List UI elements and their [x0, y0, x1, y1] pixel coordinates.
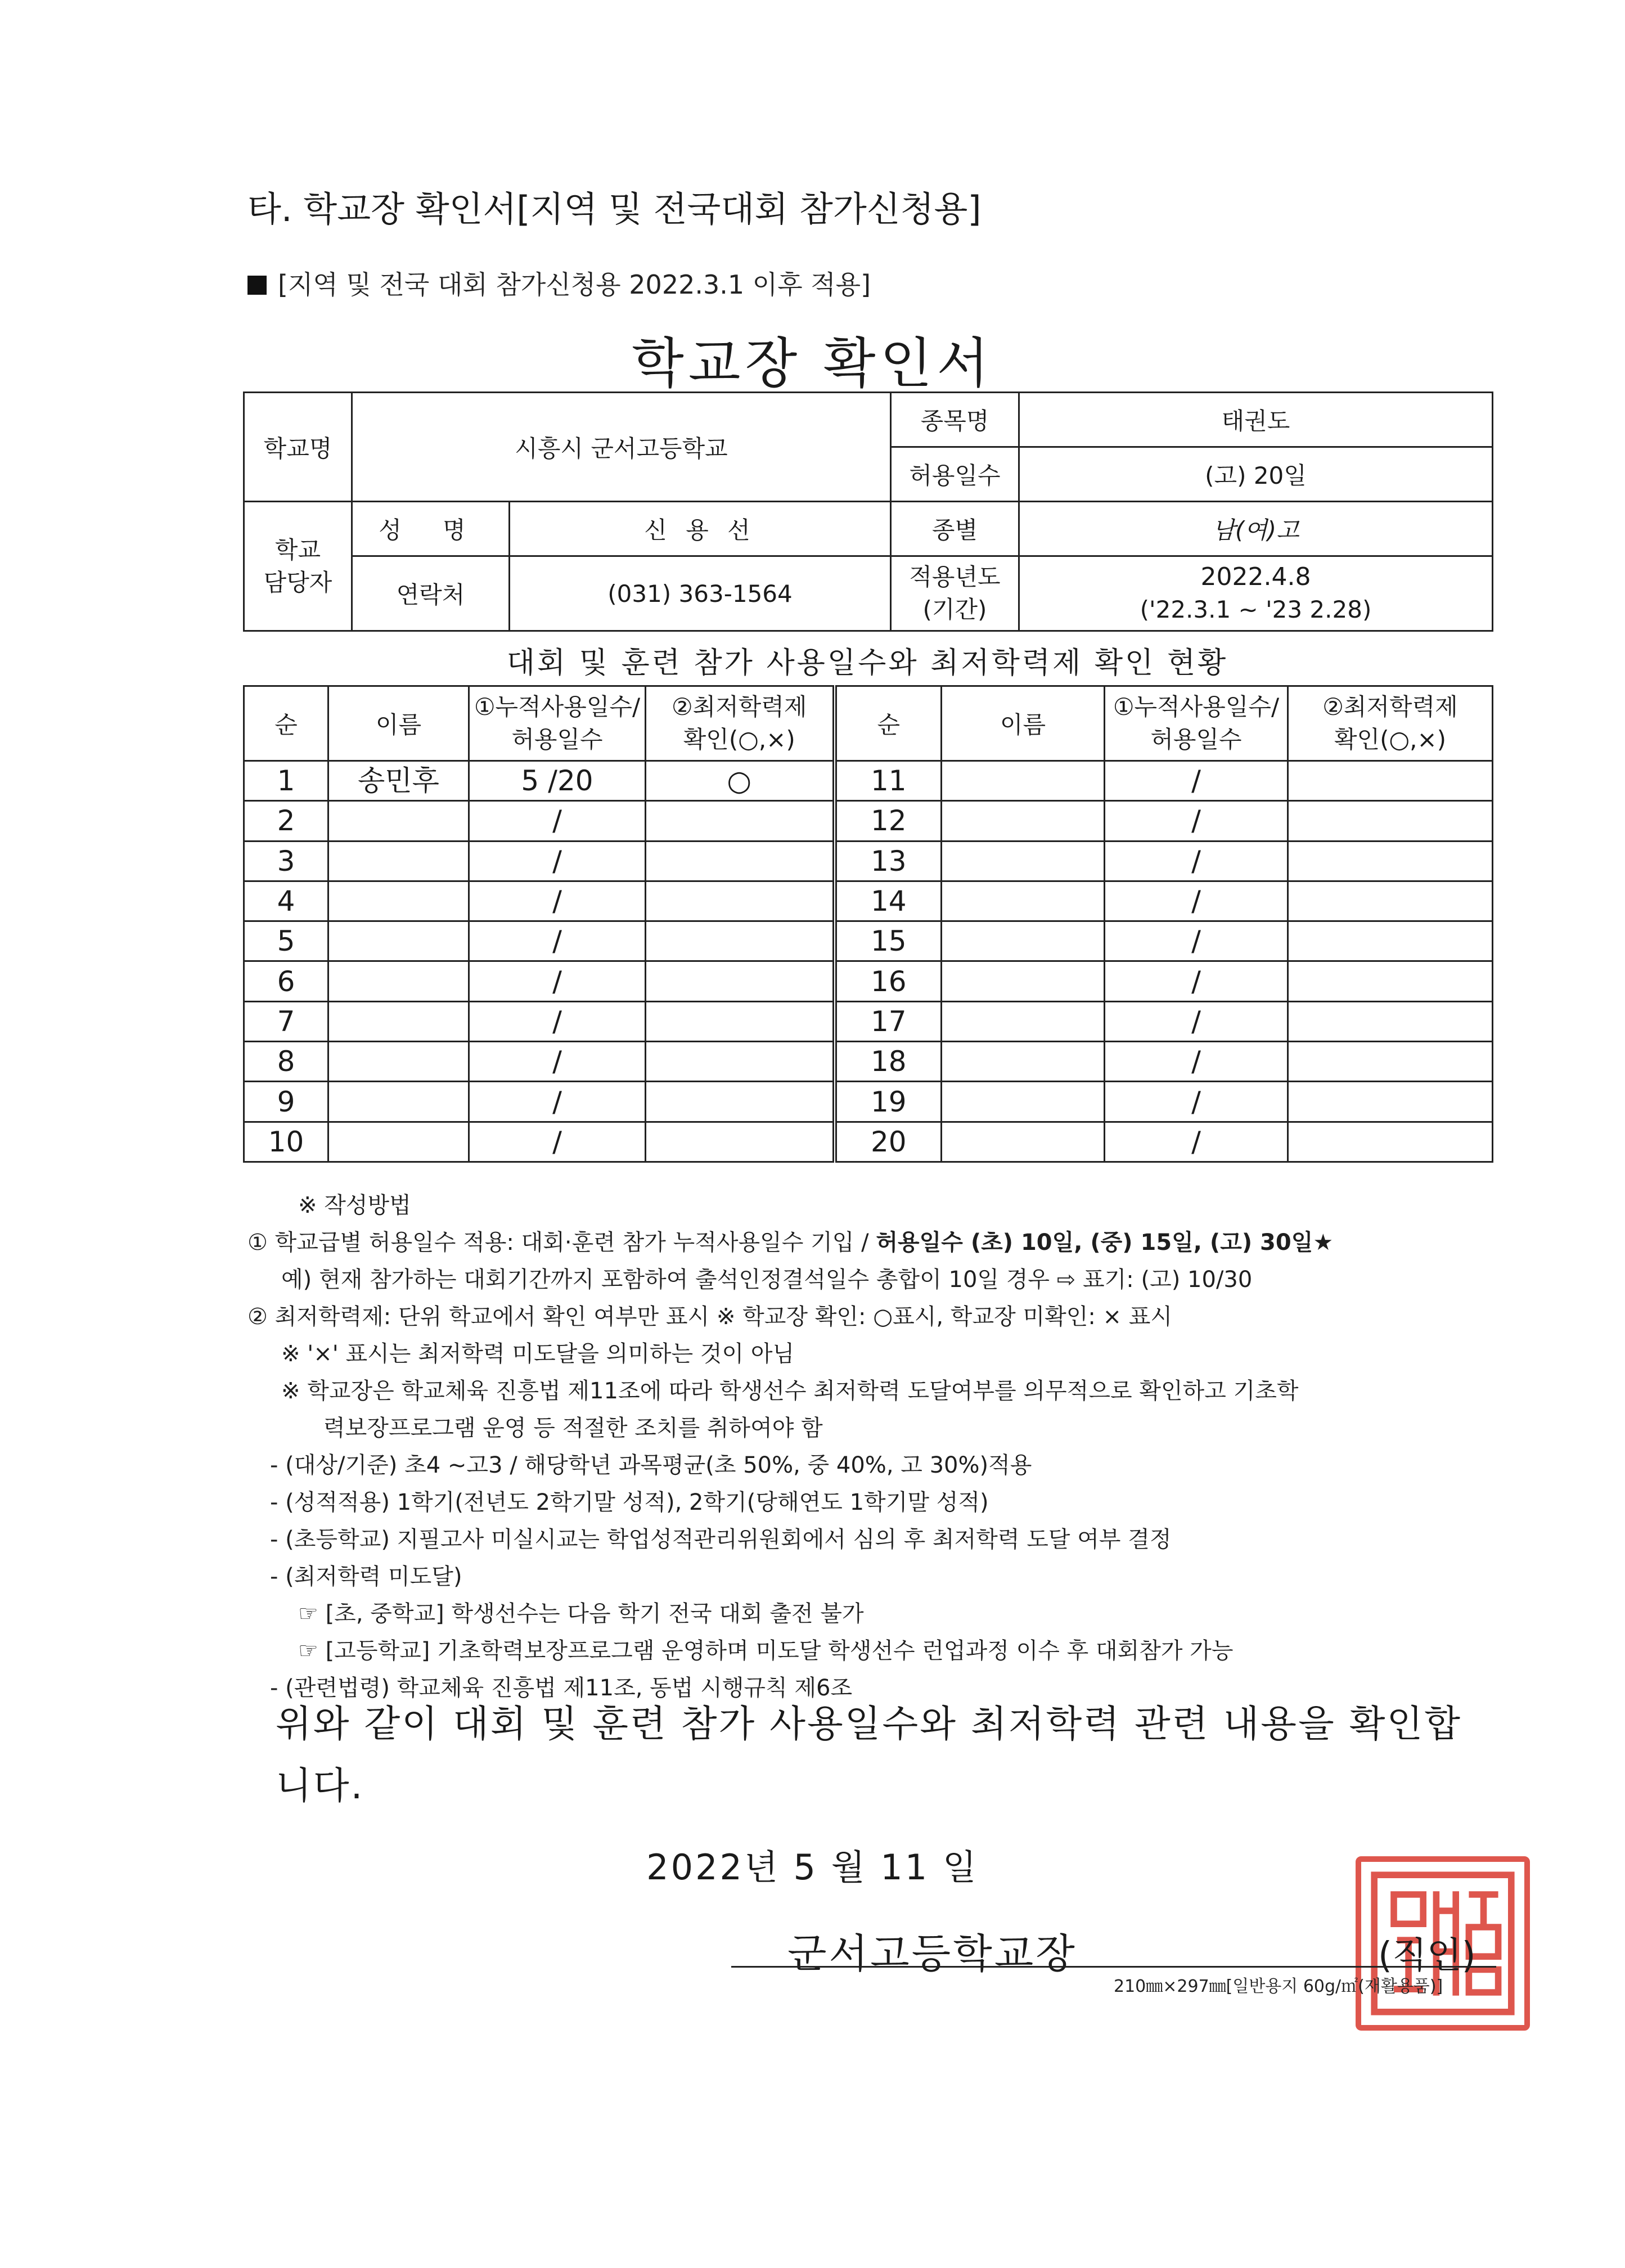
- header-name-right: 이름: [942, 686, 1105, 761]
- row-days: /: [469, 1082, 646, 1122]
- gender-value: 남(여)고: [1019, 502, 1493, 556]
- row-no: 8: [244, 1042, 328, 1082]
- note-11: - (관련법령) 학교체육 진흥법 제11조, 동법 시행규칙 제6조: [270, 1675, 853, 1701]
- row-days: /: [469, 1122, 646, 1162]
- row-no: 12: [835, 801, 942, 841]
- closing-statement: [276, 1693, 1462, 1817]
- header-days-right: [1105, 686, 1288, 761]
- staff-label-line1: 학교: [274, 536, 321, 564]
- note-6: - (성적적용) 1학기(전년도 2학기말 성적), 2학기(당해연도 1학기말 성적): [270, 1490, 989, 1515]
- table-row: [244, 761, 1493, 801]
- row-name: [942, 761, 1105, 801]
- signature-divider: [731, 1966, 1496, 1968]
- row-no: 11: [835, 761, 942, 801]
- row-days: /: [469, 961, 646, 1001]
- table-row: [244, 1082, 1493, 1122]
- note-4: ※ 학교장은 학교체육 진흥법 제11조에 따라 학생선수 최저학력 도달여부를 의무적으로 확인하고 기초학: [281, 1378, 1299, 1404]
- row-no: 9: [244, 1082, 328, 1122]
- row-days: 5 /20: [469, 761, 646, 801]
- closing-line-1: 위와 같이 대회 및 훈련 참가 사용일수와 최저학력 관련 내용을 확인합: [276, 1702, 1462, 1745]
- row-check: [1288, 1001, 1493, 1041]
- row-check: [646, 1042, 835, 1082]
- header-no-left: 순: [244, 686, 328, 761]
- year-value: [1019, 556, 1493, 631]
- row-no: 4: [244, 881, 328, 921]
- row-name: [328, 921, 469, 961]
- table-row: [244, 1001, 1493, 1041]
- row-name: [328, 1122, 469, 1162]
- note-1: [247, 1224, 1333, 1261]
- row-name: [328, 961, 469, 1001]
- header-check-line1: ②최저학력제: [671, 693, 807, 721]
- header-check-line2: 확인(○,×): [1334, 726, 1447, 753]
- note-5: - (대상/기준) 초4 ~고3 / 해당학년 과목평균(초 50%, 중 40%, 고 30%)적용: [270, 1452, 1032, 1478]
- row-days: /: [1105, 801, 1288, 841]
- row-days: /: [1105, 921, 1288, 961]
- info-table: [243, 392, 1493, 632]
- paper-spec-note: 210㎜×297㎜[일반용지 60g/㎡(재활용품)]: [1114, 1977, 1443, 1996]
- row-no: 5: [244, 921, 328, 961]
- instructions: [247, 1187, 1333, 1707]
- row-name: [942, 841, 1105, 881]
- row-check: [646, 881, 835, 921]
- principal-name: 군서고등학교장: [787, 1930, 1077, 1977]
- section-title: 타. 학교장 확인서[지역 및 전국대회 참가신청용]: [247, 188, 982, 230]
- table-row: [244, 1042, 1493, 1082]
- note-1-emphasis: 허용일수 (초) 10일, (중) 15일, (고) 30일★: [876, 1230, 1334, 1256]
- row-check: [646, 1001, 835, 1041]
- row-check: [1288, 801, 1493, 841]
- note-3: ※ '×' 표시는 최저학력 미도달을 의미하는 것이 아님: [281, 1341, 795, 1367]
- header-days-line2: 허용일수: [1150, 726, 1242, 753]
- table-row: [244, 841, 1493, 881]
- row-no: 3: [244, 841, 328, 881]
- subnote: [247, 264, 871, 302]
- year-value-line1: 2022.4.8: [1200, 562, 1311, 591]
- row-no: 18: [835, 1042, 942, 1082]
- document-title: 학교장 확인서: [632, 332, 993, 395]
- header-check-line1: ②최저학력제: [1322, 693, 1458, 721]
- event-value: 태권도: [1019, 393, 1493, 447]
- row-no: 15: [835, 921, 942, 961]
- row-days: /: [1105, 961, 1288, 1001]
- staff-label-line2: 담당자: [263, 568, 332, 596]
- row-name: [328, 1001, 469, 1041]
- contact-label: 연락처: [352, 556, 510, 631]
- name-value: 신 용 선: [510, 502, 891, 556]
- note-4-cont: 력보장프로그램 운영 등 적절한 조치를 취하여야 함: [323, 1415, 823, 1441]
- square-bullet-icon: [247, 276, 267, 295]
- school-value: 시흥시 군서고등학교: [352, 393, 891, 502]
- row-check: [1288, 921, 1493, 961]
- row-check: [646, 921, 835, 961]
- row-no: 1: [244, 761, 328, 801]
- row-no: 13: [835, 841, 942, 881]
- row-days: /: [1105, 761, 1288, 801]
- row-name: [328, 801, 469, 841]
- row-name: [942, 921, 1105, 961]
- row-check: [1288, 761, 1493, 801]
- row-no: 6: [244, 961, 328, 1001]
- row-check: [1288, 1082, 1493, 1122]
- row-no: 2: [244, 801, 328, 841]
- row-name: [942, 1001, 1105, 1041]
- note-8: - (최저학력 미도달): [270, 1564, 462, 1590]
- row-no: 10: [244, 1122, 328, 1162]
- row-name: [942, 1042, 1105, 1082]
- row-days: /: [1105, 1082, 1288, 1122]
- row-check: [646, 801, 835, 841]
- header-days-line2: 허용일수: [511, 726, 603, 753]
- note-9: ☞ [초, 중학교] 학생선수는 다음 학기 전국 대회 출전 불가: [298, 1601, 864, 1627]
- row-name: [942, 801, 1105, 841]
- header-name-left: 이름: [328, 686, 469, 761]
- header-check-line2: 확인(○,×): [683, 726, 795, 753]
- row-days: /: [469, 881, 646, 921]
- row-name: 송민후: [328, 761, 469, 801]
- row-check: [1288, 1122, 1493, 1162]
- allowed-days-label: 허용일수: [891, 447, 1019, 502]
- row-check: [1288, 881, 1493, 921]
- row-check: ○: [646, 761, 835, 801]
- row-check: [1288, 1042, 1493, 1082]
- row-name: [328, 1042, 469, 1082]
- table-row: [244, 881, 1493, 921]
- table-row: [244, 1122, 1493, 1162]
- row-check: [646, 1082, 835, 1122]
- event-label: 종목명: [891, 393, 1019, 447]
- row-name: [942, 1082, 1105, 1122]
- row-no: 7: [244, 1001, 328, 1041]
- seal-label: (직인): [1378, 1935, 1476, 1977]
- row-days: /: [469, 1042, 646, 1082]
- row-days: /: [1105, 841, 1288, 881]
- row-name: [942, 1122, 1105, 1162]
- header-check-right: [1288, 686, 1493, 761]
- school-label: 학교명: [244, 393, 352, 502]
- status-title: 대회 및 훈련 참가 사용일수와 최저학력제 확인 현황: [506, 646, 1228, 680]
- status-table: [243, 685, 1493, 1163]
- header-no-right: 순: [835, 686, 942, 761]
- row-name: [328, 1082, 469, 1122]
- row-days: /: [469, 1001, 646, 1041]
- gender-label: 종별: [891, 502, 1019, 556]
- note-7: - (초등학교) 지필고사 미실시교는 학업성적관리위원회에서 심의 후 최저학력 도달 여부 결정: [270, 1527, 1172, 1552]
- year-value-line2: ('22.3.1 ~ '23 2.28): [1140, 596, 1372, 623]
- note-1-text: ① 학교급별 허용일수 적용: 대회·훈련 참가 누적사용일수 기입 /: [247, 1230, 876, 1256]
- row-check: [646, 841, 835, 881]
- name-label: 성 명: [352, 502, 510, 556]
- row-check: [646, 961, 835, 1001]
- row-no: 19: [835, 1082, 942, 1122]
- header-check-left: [646, 686, 835, 761]
- table-row: [244, 801, 1493, 841]
- notes-heading: ※ 작성방법: [298, 1192, 411, 1218]
- row-no: 17: [835, 1001, 942, 1041]
- contact-value: (031) 363-1564: [510, 556, 891, 631]
- year-label-line2: (기간): [922, 596, 987, 623]
- row-days: /: [1105, 881, 1288, 921]
- row-no: 20: [835, 1122, 942, 1162]
- header-days-line1: ①누적사용일수/: [1113, 693, 1280, 721]
- table-row: [244, 921, 1493, 961]
- row-days: /: [469, 921, 646, 961]
- row-days: /: [1105, 1122, 1288, 1162]
- header-days-line1: ①누적사용일수/: [474, 693, 641, 721]
- note-10: ☞ [고등학교] 기초학력보장프로그램 운영하며 미도달 학생선수 런업과정 이수 후 대회참가 가능: [298, 1638, 1234, 1664]
- closing-line-2: 니다.: [276, 1764, 364, 1807]
- note-2: ② 최저학력제: 단위 학교에서 확인 여부만 표시 ※ 학교장 확인: ○표시, 학교장 미확인: × 표시: [247, 1304, 1173, 1330]
- status-header-row: [244, 686, 1493, 761]
- staff-label: [244, 502, 352, 631]
- row-days: /: [1105, 1001, 1288, 1041]
- year-label-line1: 적용년도: [909, 563, 1001, 591]
- row-check: [646, 1122, 835, 1162]
- row-no: 16: [835, 961, 942, 1001]
- allowed-days-value: (고) 20일: [1019, 447, 1493, 502]
- row-days: /: [469, 841, 646, 881]
- row-days: /: [1105, 1042, 1288, 1082]
- table-row: [244, 961, 1493, 1001]
- year-label: [891, 556, 1019, 631]
- row-name: [942, 961, 1105, 1001]
- header-days-left: [469, 686, 646, 761]
- row-name: [328, 841, 469, 881]
- row-name: [942, 881, 1105, 921]
- row-name: [328, 881, 469, 921]
- note-1-example: 예) 현재 참가하는 대회기간까지 포함하여 출석인정결석일수 총합이 10일 경우 ⇨ 표기: (고) 10/30: [281, 1267, 1253, 1293]
- row-check: [1288, 841, 1493, 881]
- subnote-text: [지역 및 전국 대회 참가신청용 2022.3.1 이후 적용]: [278, 269, 871, 300]
- row-no: 14: [835, 881, 942, 921]
- row-check: [1288, 961, 1493, 1001]
- row-days: /: [469, 801, 646, 841]
- issue-date: 2022년 5 월 11 일: [646, 1847, 979, 1888]
